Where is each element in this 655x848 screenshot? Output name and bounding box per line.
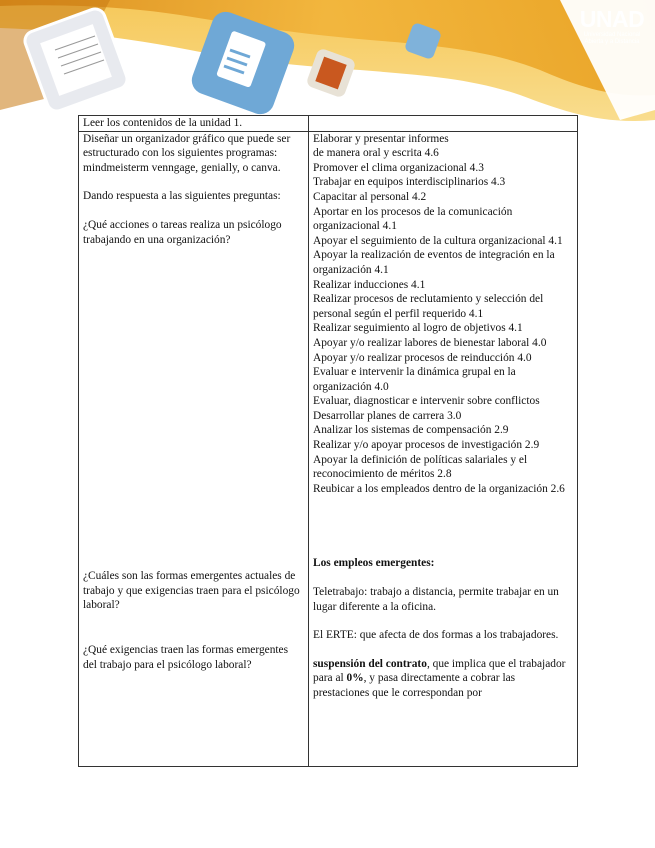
list-item: Analizar los sistemas de compensación 2.9 (313, 424, 509, 437)
list-item: Promover el clima organizacional 4.3 (313, 161, 484, 174)
instruction-design: Diseñar un organizador gráfico que puede ser estructurado con los siguientes programas: mindmeisterm venngage, genially, o canva. (83, 132, 291, 174)
list-item: Apoyar y/o realizar labores de bienestar laboral 4.0 (313, 336, 547, 349)
emergent-jobs-heading: Los empleos emergentes: (313, 557, 435, 570)
list-item: Elaborar y presentar informes (313, 132, 449, 145)
activity-table (78, 115, 578, 767)
suspension-rest-2: , y pasa directamente a cobrar las prestaciones que le correspondan por (313, 672, 516, 699)
instruction-answer: Dando respuesta a las siguientes preguntas: (83, 190, 281, 203)
logo-line-2: Abierta y a Distancia (584, 39, 640, 45)
list-item: Capacitar al personal 4.2 (313, 190, 427, 203)
question-1: ¿Qué acciones o tareas realiza un psicólogo trabajando en una organización? (83, 218, 282, 246)
list-item: Evaluar, diagnosticar e intervenir sobre conflictos (313, 395, 540, 408)
tasks-list (313, 132, 573, 497)
list-item: Apoyar la realización de eventos de integración en la organización 4.1 (313, 249, 555, 276)
list-item: Apoyar la definición de políticas salariales y el reconocimiento de méritos 2.8 (313, 453, 528, 481)
list-item: Trabajar en equipos interdisciplinarios 4.3 (313, 176, 506, 189)
cell-right (309, 131, 578, 766)
teletrabajo-text: Teletrabajo: trabajo a distancia, permite trabajar en un lugar diferente a la oficina. (313, 586, 559, 613)
list-item: Apoyar el seguimiento de la cultura organizacional 4.1 (313, 234, 563, 247)
question-3: ¿Qué exigencias traen las formas emergentes del trabajo para el psicólogo laboral? (83, 643, 289, 671)
suspension-rest-1: , que implica que el trabajador para al (313, 657, 566, 685)
list-item: de manera oral y escrita 4.6 (313, 147, 439, 160)
cell-top-right (309, 116, 578, 132)
instruction-read: Leer los contenidos de la unidad 1. (83, 117, 243, 129)
list-item: Evaluar e intervenir la dinámica grupal en la organización 4.0 (313, 366, 516, 393)
suspension-text (313, 657, 573, 701)
table-row-header (79, 116, 578, 132)
cell-left (79, 131, 309, 766)
logo-line-1: Universidad Nacional (583, 32, 641, 38)
suspension-percent: 0% (346, 672, 364, 685)
unad-logo (572, 6, 652, 46)
list-item: Realizar inducciones 4.1 (313, 278, 426, 291)
list-item: Aportar en los procesos de la comunicación organizacional 4.1 (313, 205, 513, 233)
erte-text: El ERTE: que afecta de dos formas a los trabajadores. (313, 629, 559, 642)
cell-top-left (79, 116, 309, 132)
table-row-main (79, 131, 578, 766)
list-item: Reubicar a los empleados dentro de la organización 2.6 (313, 482, 565, 495)
question-2: ¿Cuáles son las formas emergentes actuales de trabajo y que exigencias traen para el psicólogo laboral? (83, 570, 300, 612)
list-item: Realizar seguimiento al logro de objetivos 4.1 (313, 322, 523, 335)
suspension-bold: suspensión del contrato (313, 657, 427, 670)
list-item: Apoyar y/o realizar procesos de reinducción 4.0 (313, 351, 532, 364)
logo-word: UNAD (579, 6, 645, 32)
list-item: Realizar y/o apoyar procesos de investigación 2.9 (313, 439, 540, 452)
list-item: Realizar procesos de reclutamiento y selección del personal según el perfil requerido 4.1 (313, 293, 544, 320)
list-item: Desarrollar planes de carrera 3.0 (313, 409, 462, 422)
